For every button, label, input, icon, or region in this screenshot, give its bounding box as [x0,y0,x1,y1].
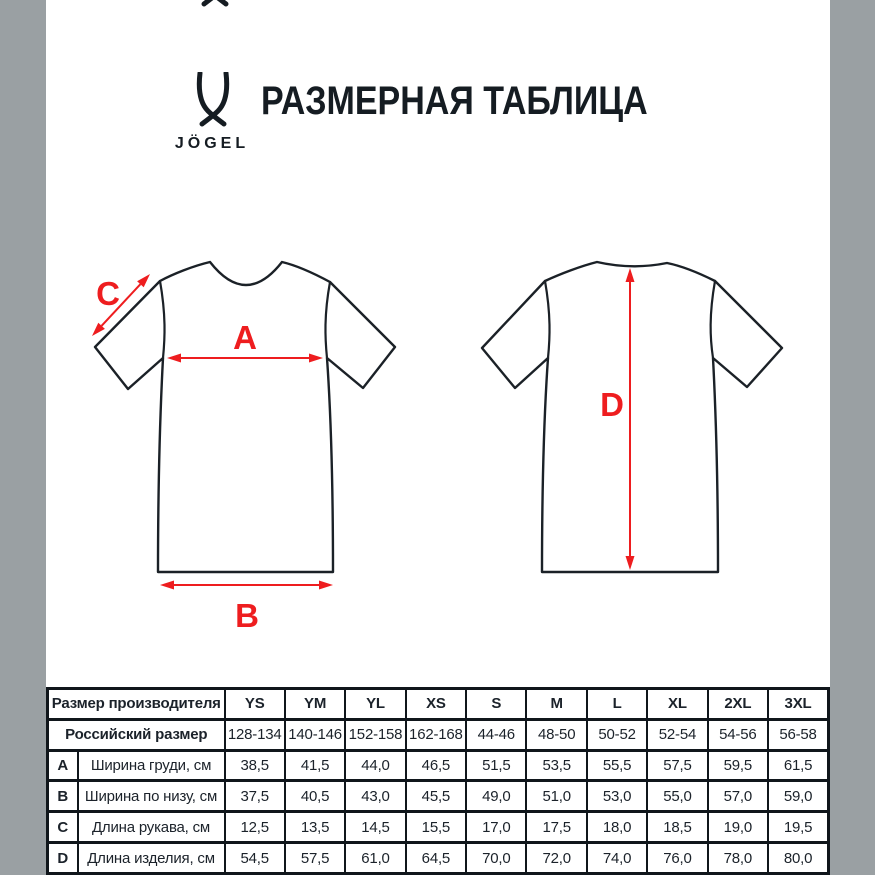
measure-C-value-2: 14,5 [345,812,405,843]
left-margin-band [0,0,46,875]
producer-size-label: Размер производителя [48,689,225,720]
measure-A-value-0: 38,5 [225,750,285,781]
measure-A-value-3: 46,5 [406,750,466,781]
measure-A-value-9: 61,5 [768,750,828,781]
measure-D-value-3: 64,5 [406,843,466,874]
size-header-3XL: 3XL [768,689,828,720]
measure-C-value-3: 15,5 [406,812,466,843]
russian-size-9: 56-58 [768,719,828,750]
russian-size-1: 140-146 [285,719,345,750]
measure-C-value-6: 18,0 [587,812,647,843]
measure-D-value-0: 54,5 [225,843,285,874]
russian-size-0: 128-134 [225,719,285,750]
measure-label-c: C [96,275,120,312]
measure-C-value-0: 12,5 [225,812,285,843]
size-header-L: L [587,689,647,720]
russian-size-label: Российский размер [48,719,225,750]
brand-wordmark: JÖGEL [174,135,250,152]
cropped-logo-tip [194,0,236,10]
measure-C-value-8: 19,0 [708,812,768,843]
measure-B-value-7: 55,0 [647,781,707,812]
tshirt-back-outline [482,262,782,572]
russian-size-5: 48-50 [526,719,586,750]
measure-A-value-4: 51,5 [466,750,526,781]
measure-C-value-4: 17,0 [466,812,526,843]
size-diagram [46,230,830,650]
size-header-YL: YL [345,689,405,720]
measure-B-value-4: 49,0 [466,781,526,812]
measure-A-value-2: 44,0 [345,750,405,781]
measure-row-C [48,812,829,843]
measure-name-B: Ширина по низу, см [78,781,225,812]
measure-D-value-5: 72,0 [526,843,586,874]
measure-C-value-1: 13,5 [285,812,345,843]
measure-letter-D: D [48,843,78,874]
russian-size-2: 152-158 [345,719,405,750]
measure-A-value-8: 59,5 [708,750,768,781]
measure-B-value-3: 45,5 [406,781,466,812]
measure-A-value-1: 41,5 [285,750,345,781]
measure-B-value-2: 43,0 [345,781,405,812]
measure-D-value-6: 74,0 [587,843,647,874]
measure-name-D: Длина изделия, см [78,843,225,874]
measure-D-value-2: 61,0 [345,843,405,874]
size-header-S: S [466,689,526,720]
measure-row-B [48,781,829,812]
measure-letter-B: B [48,781,78,812]
measure-D-value-1: 57,5 [285,843,345,874]
size-header-M: M [526,689,586,720]
russian-size-row [48,719,829,750]
measure-name-A: Ширина груди, см [78,750,225,781]
measure-D-value-8: 78,0 [708,843,768,874]
measure-B-value-8: 57,0 [708,781,768,812]
measure-label-d: D [600,386,624,423]
size-header-YS: YS [225,689,285,720]
measure-C-value-7: 18,5 [647,812,707,843]
measure-A-value-7: 57,5 [647,750,707,781]
right-margin-band [830,0,875,875]
russian-size-8: 54-56 [708,719,768,750]
logo-right-blade [202,73,227,124]
russian-size-6: 50-52 [587,719,647,750]
measure-A-value-5: 53,5 [526,750,586,781]
russian-size-3: 162-168 [406,719,466,750]
size-header-2XL: 2XL [708,689,768,720]
measure-B-value-6: 53,0 [587,781,647,812]
measure-letter-A: A [48,750,78,781]
measure-B-value-9: 59,0 [768,781,828,812]
measure-C-value-9: 19,5 [768,812,828,843]
measure-C-value-5: 17,5 [526,812,586,843]
measure-row-A [48,750,829,781]
measure-name-C: Длина рукава, см [78,812,225,843]
measure-row-D [48,843,829,874]
measure-D-value-7: 76,0 [647,843,707,874]
measure-A-value-6: 55,5 [587,750,647,781]
measure-B-value-0: 37,5 [225,781,285,812]
producer-size-row [48,689,829,720]
russian-size-7: 52-54 [647,719,707,750]
measure-B-value-1: 40,5 [285,781,345,812]
size-header-XL: XL [647,689,707,720]
size-header-YM: YM [285,689,345,720]
measure-D-value-4: 70,0 [466,843,526,874]
russian-size-4: 44-46 [466,719,526,750]
tshirt-front-outline [95,262,395,572]
page-title: РАЗМЕРНАЯ ТАБЛИЦА [261,79,648,123]
measure-D-value-9: 80,0 [768,843,828,874]
cropped-logo-mark [194,0,236,10]
measure-label-b: B [235,597,259,634]
measure-label-a: A [233,319,257,356]
brand-logo-mark [192,72,234,130]
measure-B-value-5: 51,0 [526,781,586,812]
size-header-XS: XS [406,689,466,720]
size-table [46,687,830,875]
measure-arrow-b [160,581,333,590]
measure-letter-C: C [48,812,78,843]
